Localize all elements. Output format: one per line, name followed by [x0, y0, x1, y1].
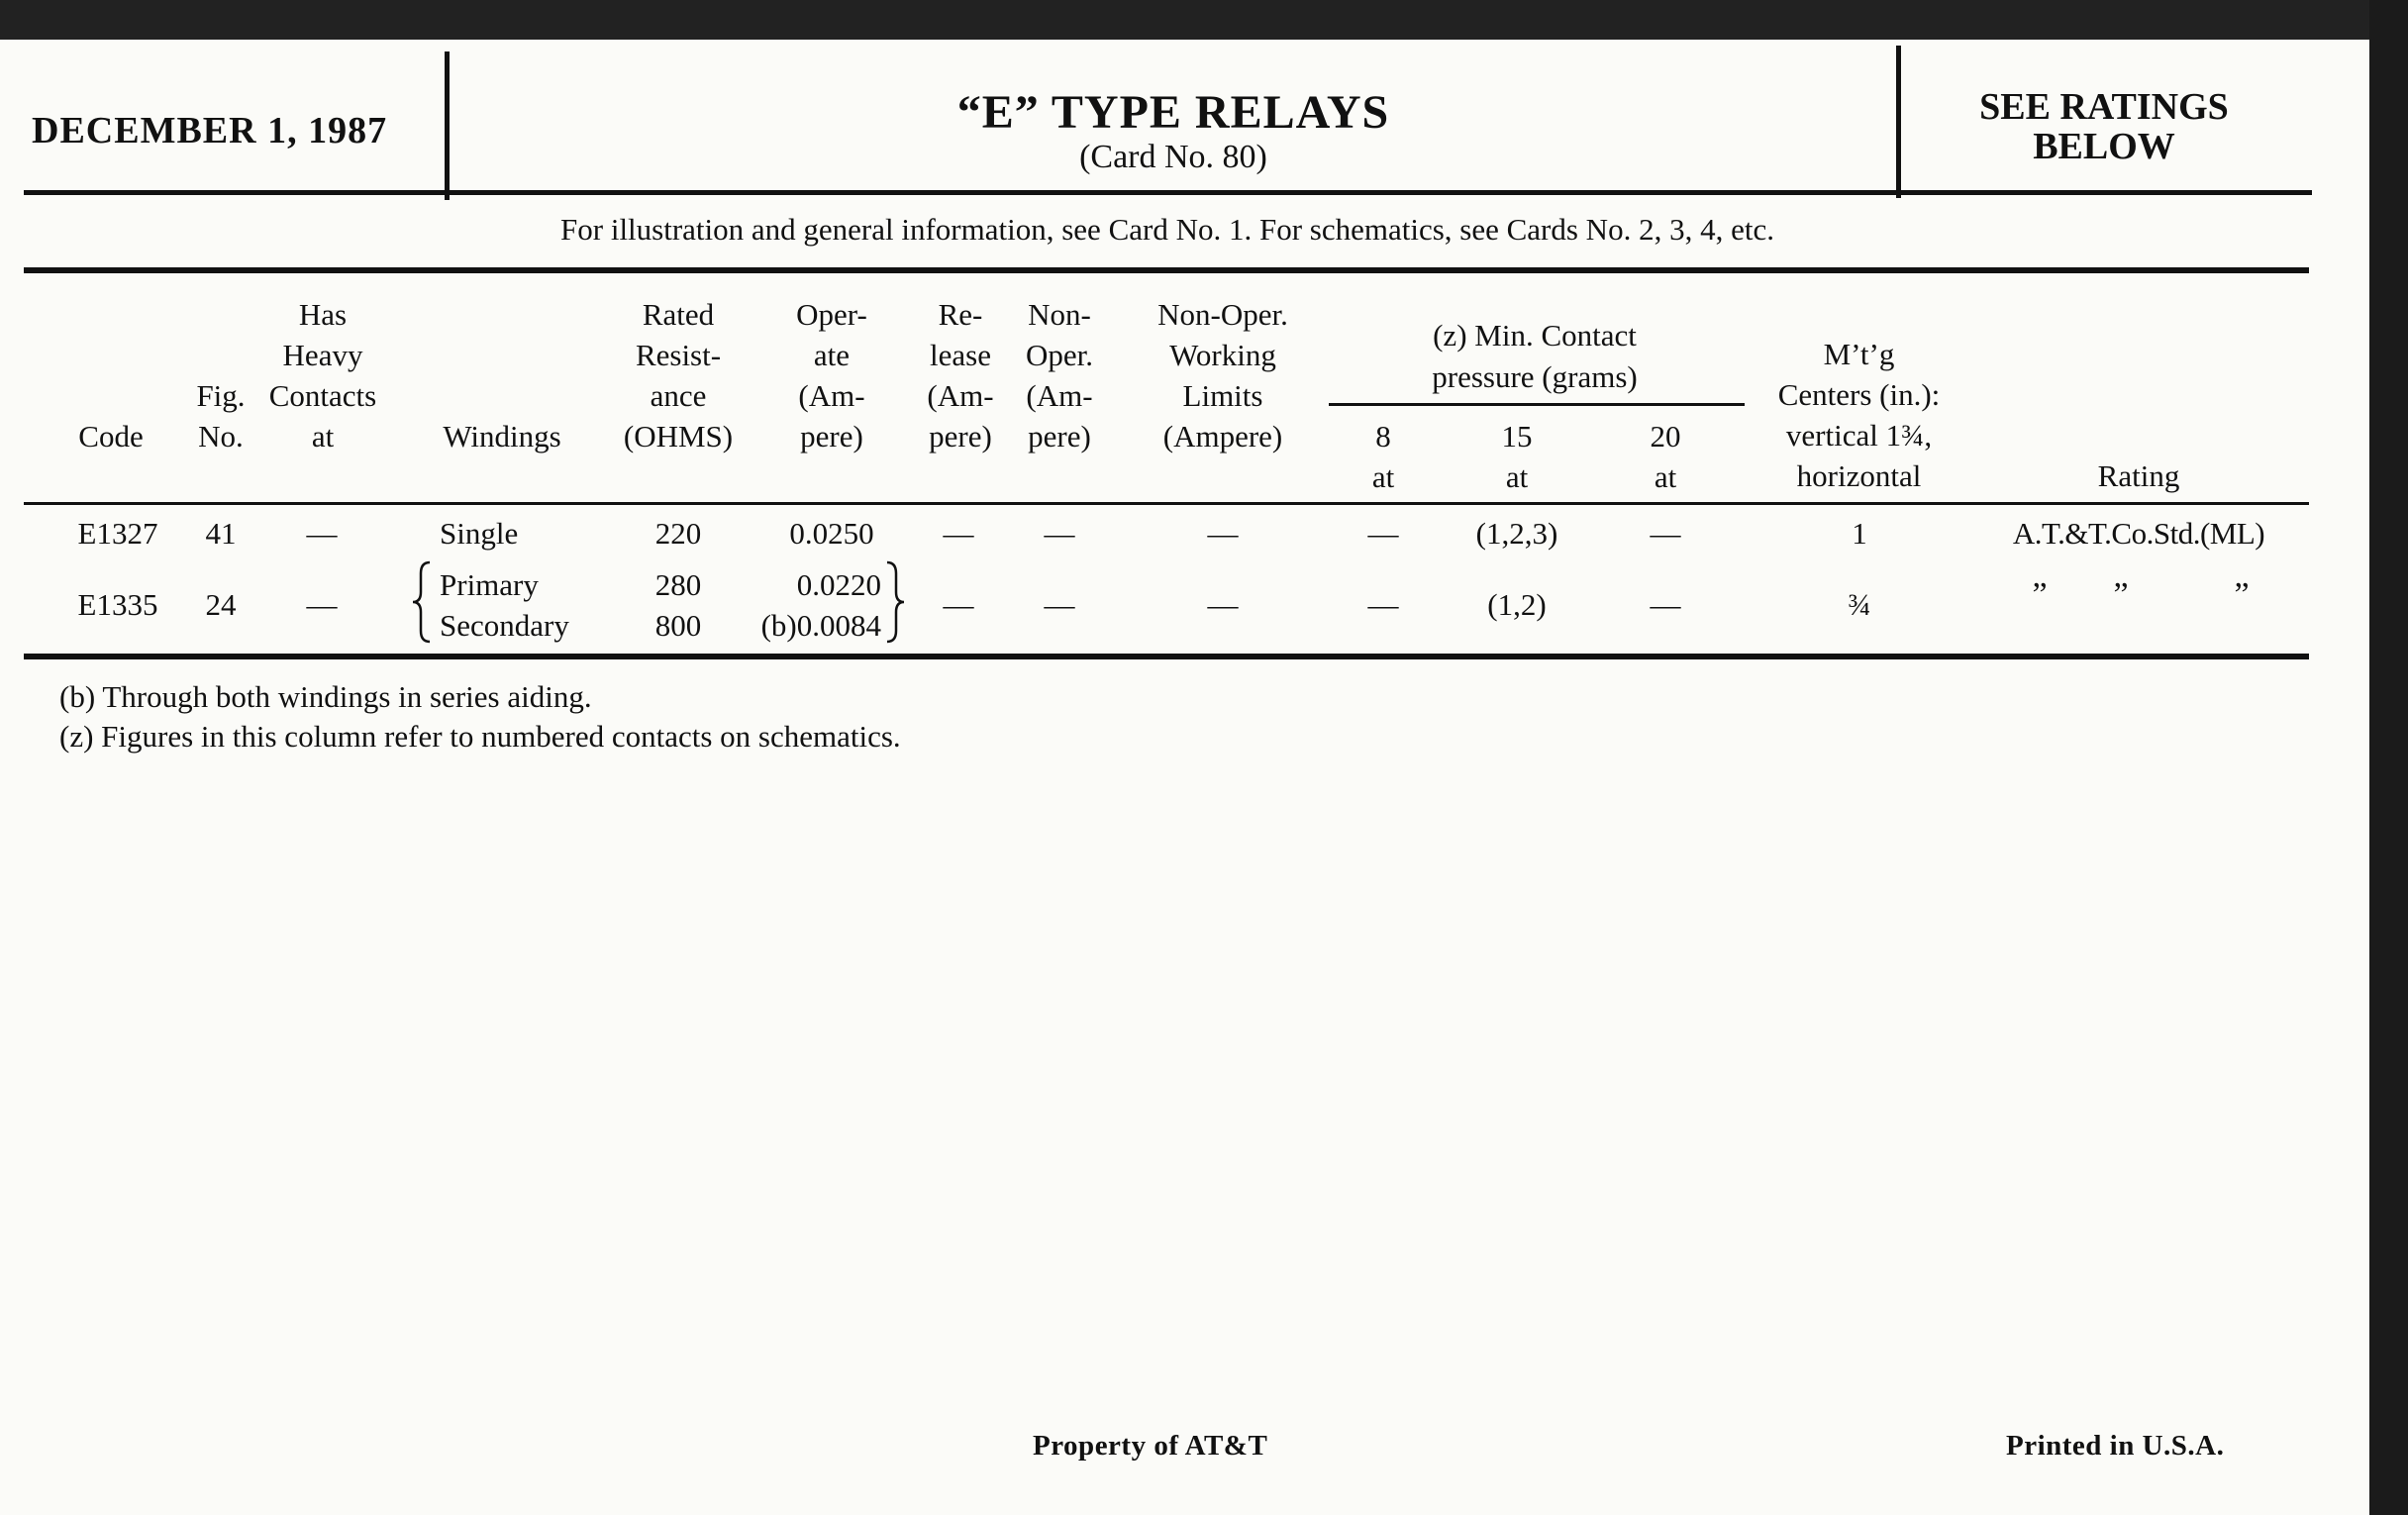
col-header-mounting-centers — [1753, 334, 1965, 496]
header-line: Rated — [642, 297, 715, 332]
cell-8-at: — — [1367, 516, 1399, 551]
header-line: Centers (in.): — [1777, 377, 1941, 412]
cell-rating-ditto: ” — [2234, 576, 2250, 613]
header-line: at — [311, 419, 335, 454]
header-line: at — [1654, 459, 1677, 494]
col-header-20-at — [1624, 416, 1707, 497]
footnote-z: (z) Figures in this column refer to numbered contacts on schematics. — [59, 719, 901, 754]
header-line: No. — [198, 419, 244, 454]
header-divider-right — [1896, 46, 1901, 198]
cell-8-at: — — [1367, 587, 1399, 622]
cell-heavy-contacts: — — [306, 587, 338, 622]
col-header-min-contact — [1327, 315, 1743, 398]
col-header-heavy-contacts — [251, 294, 394, 456]
cell-heavy-contacts: — — [306, 516, 338, 551]
header-line: (z) Min. Contact — [1433, 318, 1637, 353]
relay-card — [0, 40, 2369, 1515]
card-number: (Card No. 80) — [1079, 139, 1267, 175]
header-line: Rating — [2097, 458, 2180, 493]
header-line: vertical 1¾, — [1785, 418, 1933, 453]
col-header-release — [911, 294, 1010, 456]
cell-operate: 0.0250 — [789, 516, 874, 551]
header-line: M’t’g — [1823, 337, 1895, 371]
operate-brace-icon — [883, 559, 907, 645]
cell-winding-primary: Primary — [440, 567, 539, 602]
header-line: ate — [813, 338, 851, 372]
ratings-note-line: BELOW — [2033, 126, 2175, 167]
header-line: 20 — [1650, 419, 1681, 454]
min-contact-underline — [1329, 403, 1745, 406]
header-line: Oper- — [796, 297, 867, 332]
col-header-non-oper — [1008, 294, 1111, 456]
cell-15-at: (1,2) — [1487, 587, 1547, 622]
cell-working-limits: — — [1207, 516, 1239, 551]
cell-fig-no: 24 — [205, 587, 237, 622]
header-line: pere) — [929, 419, 992, 454]
cell-winding-secondary: Secondary — [440, 608, 569, 643]
header-line: at — [1505, 459, 1529, 494]
cell-15-at: (1,2,3) — [1475, 516, 1558, 551]
cell-release: — — [943, 587, 974, 622]
scan-border — [2369, 0, 2408, 1515]
header-line: pressure (grams) — [1432, 359, 1638, 394]
card-date: DECEMBER 1, 1987 — [32, 110, 388, 152]
cell-rating: A.T.&T.Co.Std.(ML) — [2012, 516, 2265, 551]
info-note: For illustration and general information, see Card No. 1. For schematics, see Cards No. 2, 3, 4, etc. — [560, 212, 1774, 247]
col-header-rated-resistance — [599, 294, 757, 456]
header-line: pere) — [800, 419, 863, 454]
header-line: Non- — [1028, 297, 1091, 332]
cell-resistance: 220 — [654, 516, 702, 551]
windings-brace-icon — [410, 559, 434, 645]
cell-mounting: ¾ — [1848, 587, 1871, 622]
header-line: 15 — [1501, 419, 1533, 454]
header-line: 8 — [1375, 419, 1391, 454]
cell-resistance-secondary: 800 — [654, 608, 702, 643]
col-header-15-at — [1455, 416, 1578, 497]
header-bottom-rule — [24, 502, 2309, 505]
cell-mounting: 1 — [1852, 516, 1867, 551]
cell-operate-secondary: (b)0.0084 — [760, 608, 881, 643]
col-header-windings — [418, 416, 586, 456]
header-line: (Am- — [798, 378, 865, 413]
table-top-rule — [24, 267, 2309, 273]
cell-fig-no: 41 — [205, 516, 237, 551]
header-line: (Am- — [927, 378, 994, 413]
property-note: Property of AT&T — [1033, 1430, 1268, 1462]
cell-code: E1327 — [77, 516, 158, 551]
header-line: horizontal — [1796, 458, 1922, 493]
cell-code: E1335 — [77, 587, 158, 622]
header-line: (Ampere) — [1162, 419, 1283, 454]
footnote-b: (b) Through both windings in series aiding. — [59, 679, 592, 714]
cell-working-limits: — — [1207, 587, 1239, 622]
cell-20-at: — — [1650, 587, 1681, 622]
header-line: ance — [650, 378, 707, 413]
col-header-code — [59, 416, 162, 456]
header-line: Contacts — [268, 378, 377, 413]
table-bottom-rule — [24, 654, 2309, 659]
header-line: Fig. — [196, 378, 246, 413]
header-line: Working — [1169, 338, 1276, 372]
header-line: lease — [930, 338, 991, 372]
header-line: Non-Oper. — [1157, 297, 1288, 332]
col-header-rating — [2040, 455, 2238, 496]
cell-rating-ditto: ” — [2032, 576, 2048, 613]
header-line: pere) — [1028, 419, 1091, 454]
cell-operate-primary: 0.0220 — [796, 567, 881, 602]
printed-note: Printed in U.S.A. — [2006, 1430, 2225, 1462]
header-line: (Am- — [1026, 378, 1093, 413]
header-line: Has — [298, 297, 348, 332]
cell-non-oper: — — [1044, 587, 1075, 622]
header-rule — [24, 190, 2312, 195]
cell-release: — — [943, 516, 974, 551]
header-line: Limits — [1182, 378, 1263, 413]
cell-rating-ditto: ” — [2113, 576, 2129, 613]
col-header-working-limits — [1124, 294, 1322, 456]
cell-20-at: — — [1650, 516, 1681, 551]
col-header-8-at — [1342, 416, 1425, 497]
card-title: “E” TYPE RELAYS — [956, 86, 1390, 139]
cell-resistance-primary: 280 — [654, 567, 702, 602]
header-line: Oper. — [1025, 338, 1093, 372]
cell-non-oper: — — [1044, 516, 1075, 551]
header-line: Heavy — [282, 338, 363, 372]
col-header-operate — [772, 294, 891, 456]
header-line: (OHMS) — [623, 419, 734, 454]
header-line: Re- — [938, 297, 983, 332]
ratings-note-line: SEE RATINGS — [1979, 86, 2229, 128]
header-line: Resist- — [635, 338, 722, 372]
header-line: Windings — [443, 419, 561, 454]
header-line: Code — [78, 419, 144, 454]
ratings-note — [1911, 87, 2297, 166]
cell-windings: Single — [440, 516, 519, 551]
header-line: at — [1371, 459, 1395, 494]
